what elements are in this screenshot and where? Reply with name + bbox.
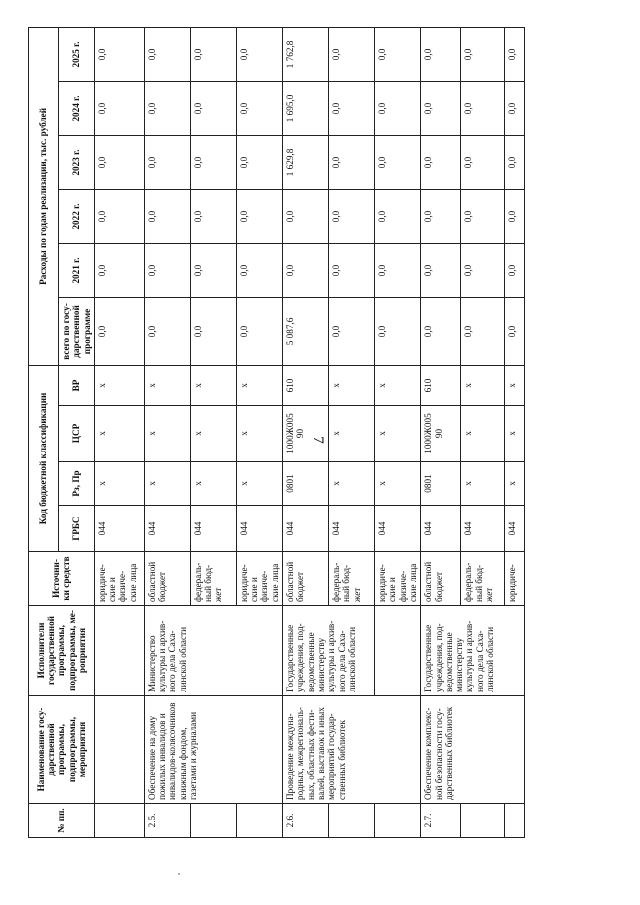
row-vr: х bbox=[236, 365, 282, 405]
row-vr: х bbox=[461, 365, 505, 405]
row-rzpr: х bbox=[190, 462, 236, 506]
header-csr: ЦСР bbox=[59, 406, 95, 462]
row-grbs: 044 bbox=[144, 506, 190, 552]
row-y2021: 0,0 bbox=[94, 243, 144, 297]
row-csr: х bbox=[144, 406, 190, 462]
header-rzpr: Рз, Пр bbox=[59, 462, 95, 506]
row-y2022: 0,0 bbox=[144, 189, 190, 243]
header-total: всего по госу-дарственной программе bbox=[59, 297, 95, 365]
row-y2022: 0,0 bbox=[505, 189, 525, 243]
row-csr: х bbox=[190, 406, 236, 462]
row-y2023: 0,0 bbox=[144, 135, 190, 189]
header-name: Наименование госу-дарственной программы, подпрограммы, мероприятия bbox=[29, 696, 95, 804]
row-executor: Государственные учреждения, под-ведомственные министерству культуры и архив-ного дела Саха-линской области bbox=[421, 606, 525, 696]
row-y2021: 0,0 bbox=[144, 243, 190, 297]
header-executor: Исполнители государственной программы, подпрограммы, ме-роприятия bbox=[29, 606, 95, 696]
row-y2025: 0,0 bbox=[375, 27, 421, 81]
row-vr: 610 bbox=[421, 365, 461, 405]
table-row bbox=[144, 27, 190, 837]
row-y2022: 0,0 bbox=[94, 189, 144, 243]
row-rzpr: х bbox=[329, 462, 375, 506]
row-vr: х bbox=[94, 365, 144, 405]
row-y2025: 0,0 bbox=[461, 27, 505, 81]
row-y2023: 0,0 bbox=[375, 135, 421, 189]
row-y2024: 0,0 bbox=[375, 81, 421, 135]
row-y2022: 0,0 bbox=[190, 189, 236, 243]
table-row bbox=[421, 27, 461, 837]
row-grbs: 044 bbox=[190, 506, 236, 552]
header-budget-code: Код бюджетной классификации bbox=[29, 365, 59, 551]
row-total: 0,0 bbox=[236, 297, 282, 365]
row-executor bbox=[94, 606, 144, 696]
row-y2023: 0,0 bbox=[236, 135, 282, 189]
page-number: 7 bbox=[310, 436, 326, 444]
row-y2025: 0,0 bbox=[94, 27, 144, 81]
row-total: 0,0 bbox=[144, 297, 190, 365]
row-y2025: 1 762,8 bbox=[283, 27, 329, 81]
row-executor: Государственные учреждения, под-ведомственные министерству культуры и архив-ного дела Саха-линской области bbox=[283, 606, 375, 696]
row-vr: х bbox=[505, 365, 525, 405]
row-num bbox=[94, 804, 144, 838]
row-source: областной бюджет bbox=[144, 552, 190, 606]
row-y2023: 0,0 bbox=[421, 135, 461, 189]
row-rzpr: 0801 bbox=[283, 462, 329, 506]
row-total: 5 087,6 bbox=[283, 297, 329, 365]
row-rzpr: х bbox=[461, 462, 505, 506]
row-y2021: 0,0 bbox=[461, 243, 505, 297]
row-source: юридиче-ские и физиче-ские лица bbox=[94, 552, 144, 606]
row-vr: х bbox=[375, 365, 421, 405]
scan-speck-icon bbox=[175, 870, 183, 878]
row-y2021: 0,0 bbox=[236, 243, 282, 297]
header-year-2023: 2023 г. bbox=[59, 135, 95, 189]
row-source: областной бюджет bbox=[421, 552, 461, 606]
row-source: областной бюджет bbox=[283, 552, 329, 606]
header-year-2024: 2024 г. bbox=[59, 81, 95, 135]
header-source: Источни-ки средств bbox=[29, 552, 95, 606]
row-y2021: 0,0 bbox=[283, 243, 329, 297]
row-y2024: 0,0 bbox=[421, 81, 461, 135]
row-y2022: 0,0 bbox=[329, 189, 375, 243]
row-grbs: 044 bbox=[329, 506, 375, 552]
row-y2024: 0,0 bbox=[329, 81, 375, 135]
row-csr: х bbox=[375, 406, 421, 462]
row-y2023: 0,0 bbox=[461, 135, 505, 189]
table-row bbox=[283, 27, 329, 837]
row-grbs: 044 bbox=[461, 506, 505, 552]
row-csr: х bbox=[236, 406, 282, 462]
row-source: федераль-ный бюд-жет bbox=[329, 552, 375, 606]
row-y2025: 0,0 bbox=[421, 27, 461, 81]
row-y2023: 0,0 bbox=[190, 135, 236, 189]
row-y2023: 0,0 bbox=[94, 135, 144, 189]
row-y2024: 0,0 bbox=[236, 81, 282, 135]
row-y2021: 0,0 bbox=[190, 243, 236, 297]
row-csr: х bbox=[94, 406, 144, 462]
row-grbs: 044 bbox=[505, 506, 525, 552]
row-y2025: 0,0 bbox=[505, 27, 525, 81]
row-source: федераль-ный бюд-жет bbox=[190, 552, 236, 606]
table-row bbox=[94, 27, 144, 837]
row-vr: х bbox=[329, 365, 375, 405]
row-y2024: 0,0 bbox=[94, 81, 144, 135]
header-num: № пп. bbox=[29, 804, 95, 838]
row-rzpr: х bbox=[144, 462, 190, 506]
row-y2021: 0,0 bbox=[375, 243, 421, 297]
row-total: 0,0 bbox=[421, 297, 461, 365]
row-y2022: 0,0 bbox=[375, 189, 421, 243]
row-csr: х bbox=[505, 406, 525, 462]
row-total: 0,0 bbox=[375, 297, 421, 365]
row-total: 0,0 bbox=[190, 297, 236, 365]
row-source: федераль-ный бюд-жет bbox=[461, 552, 505, 606]
row-num bbox=[505, 804, 525, 838]
row-grbs: 044 bbox=[236, 506, 282, 552]
row-y2024: 0,0 bbox=[461, 81, 505, 135]
row-csr: 1000Ж005 90 bbox=[421, 406, 461, 462]
header-vr: ВР bbox=[59, 365, 95, 405]
row-y2023: 0,0 bbox=[329, 135, 375, 189]
row-num bbox=[375, 804, 421, 838]
row-y2022: 0,0 bbox=[421, 189, 461, 243]
row-num bbox=[461, 804, 505, 838]
row-name: Обеспечение на дому пожилых инвалидов и инвалидов-колясочников книжным фондом, газетами и журналами bbox=[144, 696, 282, 804]
row-source: юридиче-ские и физиче-ские лица bbox=[375, 552, 421, 606]
row-source: юридиче-ские и физиче-ские лица bbox=[236, 552, 282, 606]
header-expenses: Расходы по годам реализации, тыс. рублей bbox=[29, 27, 59, 365]
header-year-2025: 2025 г. bbox=[59, 27, 95, 81]
row-rzpr: х bbox=[236, 462, 282, 506]
row-y2024: 0,0 bbox=[144, 81, 190, 135]
row-rzpr: х bbox=[505, 462, 525, 506]
row-rzpr: 0801 bbox=[421, 462, 461, 506]
row-y2023: 0,0 bbox=[505, 135, 525, 189]
header-year-2021: 2021 г. bbox=[59, 243, 95, 297]
row-y2024: 0,0 bbox=[190, 81, 236, 135]
row-total: 0,0 bbox=[94, 297, 144, 365]
header-grbs: ГРБС bbox=[59, 506, 95, 552]
row-num: 2.6. bbox=[283, 804, 329, 838]
row-y2021: 0,0 bbox=[505, 243, 525, 297]
row-y2021: 0,0 bbox=[329, 243, 375, 297]
row-num bbox=[190, 804, 236, 838]
row-y2024: 1 695,0 bbox=[283, 81, 329, 135]
row-y2025: 0,0 bbox=[144, 27, 190, 81]
row-y2025: 0,0 bbox=[236, 27, 282, 81]
row-total: 0,0 bbox=[461, 297, 505, 365]
row-csr: х bbox=[461, 406, 505, 462]
row-grbs: 044 bbox=[94, 506, 144, 552]
row-num bbox=[329, 804, 375, 838]
row-num: 2.7. bbox=[421, 804, 461, 838]
row-name bbox=[94, 696, 144, 804]
row-y2024: 0,0 bbox=[505, 81, 525, 135]
row-y2022: 0,0 bbox=[283, 189, 329, 243]
row-rzpr: х bbox=[94, 462, 144, 506]
row-num: 2.5. bbox=[144, 804, 190, 838]
row-y2025: 0,0 bbox=[190, 27, 236, 81]
table-header bbox=[29, 27, 95, 837]
row-y2021: 0,0 bbox=[421, 243, 461, 297]
row-csr: 1000Ж005 90 bbox=[283, 406, 329, 462]
row-total: 0,0 bbox=[505, 297, 525, 365]
row-y2022: 0,0 bbox=[236, 189, 282, 243]
row-rzpr: х bbox=[375, 462, 421, 506]
header-year-2022: 2022 г. bbox=[59, 189, 95, 243]
row-grbs: 044 bbox=[421, 506, 461, 552]
row-executor bbox=[375, 606, 421, 696]
row-num bbox=[236, 804, 282, 838]
row-executor: Министерство культуры и архив-ного дела Саха-линской области bbox=[144, 606, 282, 696]
row-grbs: 044 bbox=[283, 506, 329, 552]
rotated-page bbox=[28, 28, 618, 838]
row-total: 0,0 bbox=[329, 297, 375, 365]
row-vr: х bbox=[144, 365, 190, 405]
expenses-table bbox=[28, 27, 525, 838]
row-vr: 610 bbox=[283, 365, 329, 405]
row-source: юридиче- bbox=[505, 552, 525, 606]
row-name: Обеспечение комплекс-ной безопасности госу-дарственных библиотек bbox=[421, 696, 525, 804]
row-grbs: 044 bbox=[375, 506, 421, 552]
row-vr: х bbox=[190, 365, 236, 405]
row-y2023: 1 629,8 bbox=[283, 135, 329, 189]
row-y2022: 0,0 bbox=[461, 189, 505, 243]
row-y2025: 0,0 bbox=[329, 27, 375, 81]
row-csr: х bbox=[329, 406, 375, 462]
row-name: Проведение междуна-родных, межрегиональ-ных, областных фести-валей, выставок и иных мероприятий государ-ственных библиотек bbox=[283, 696, 421, 804]
